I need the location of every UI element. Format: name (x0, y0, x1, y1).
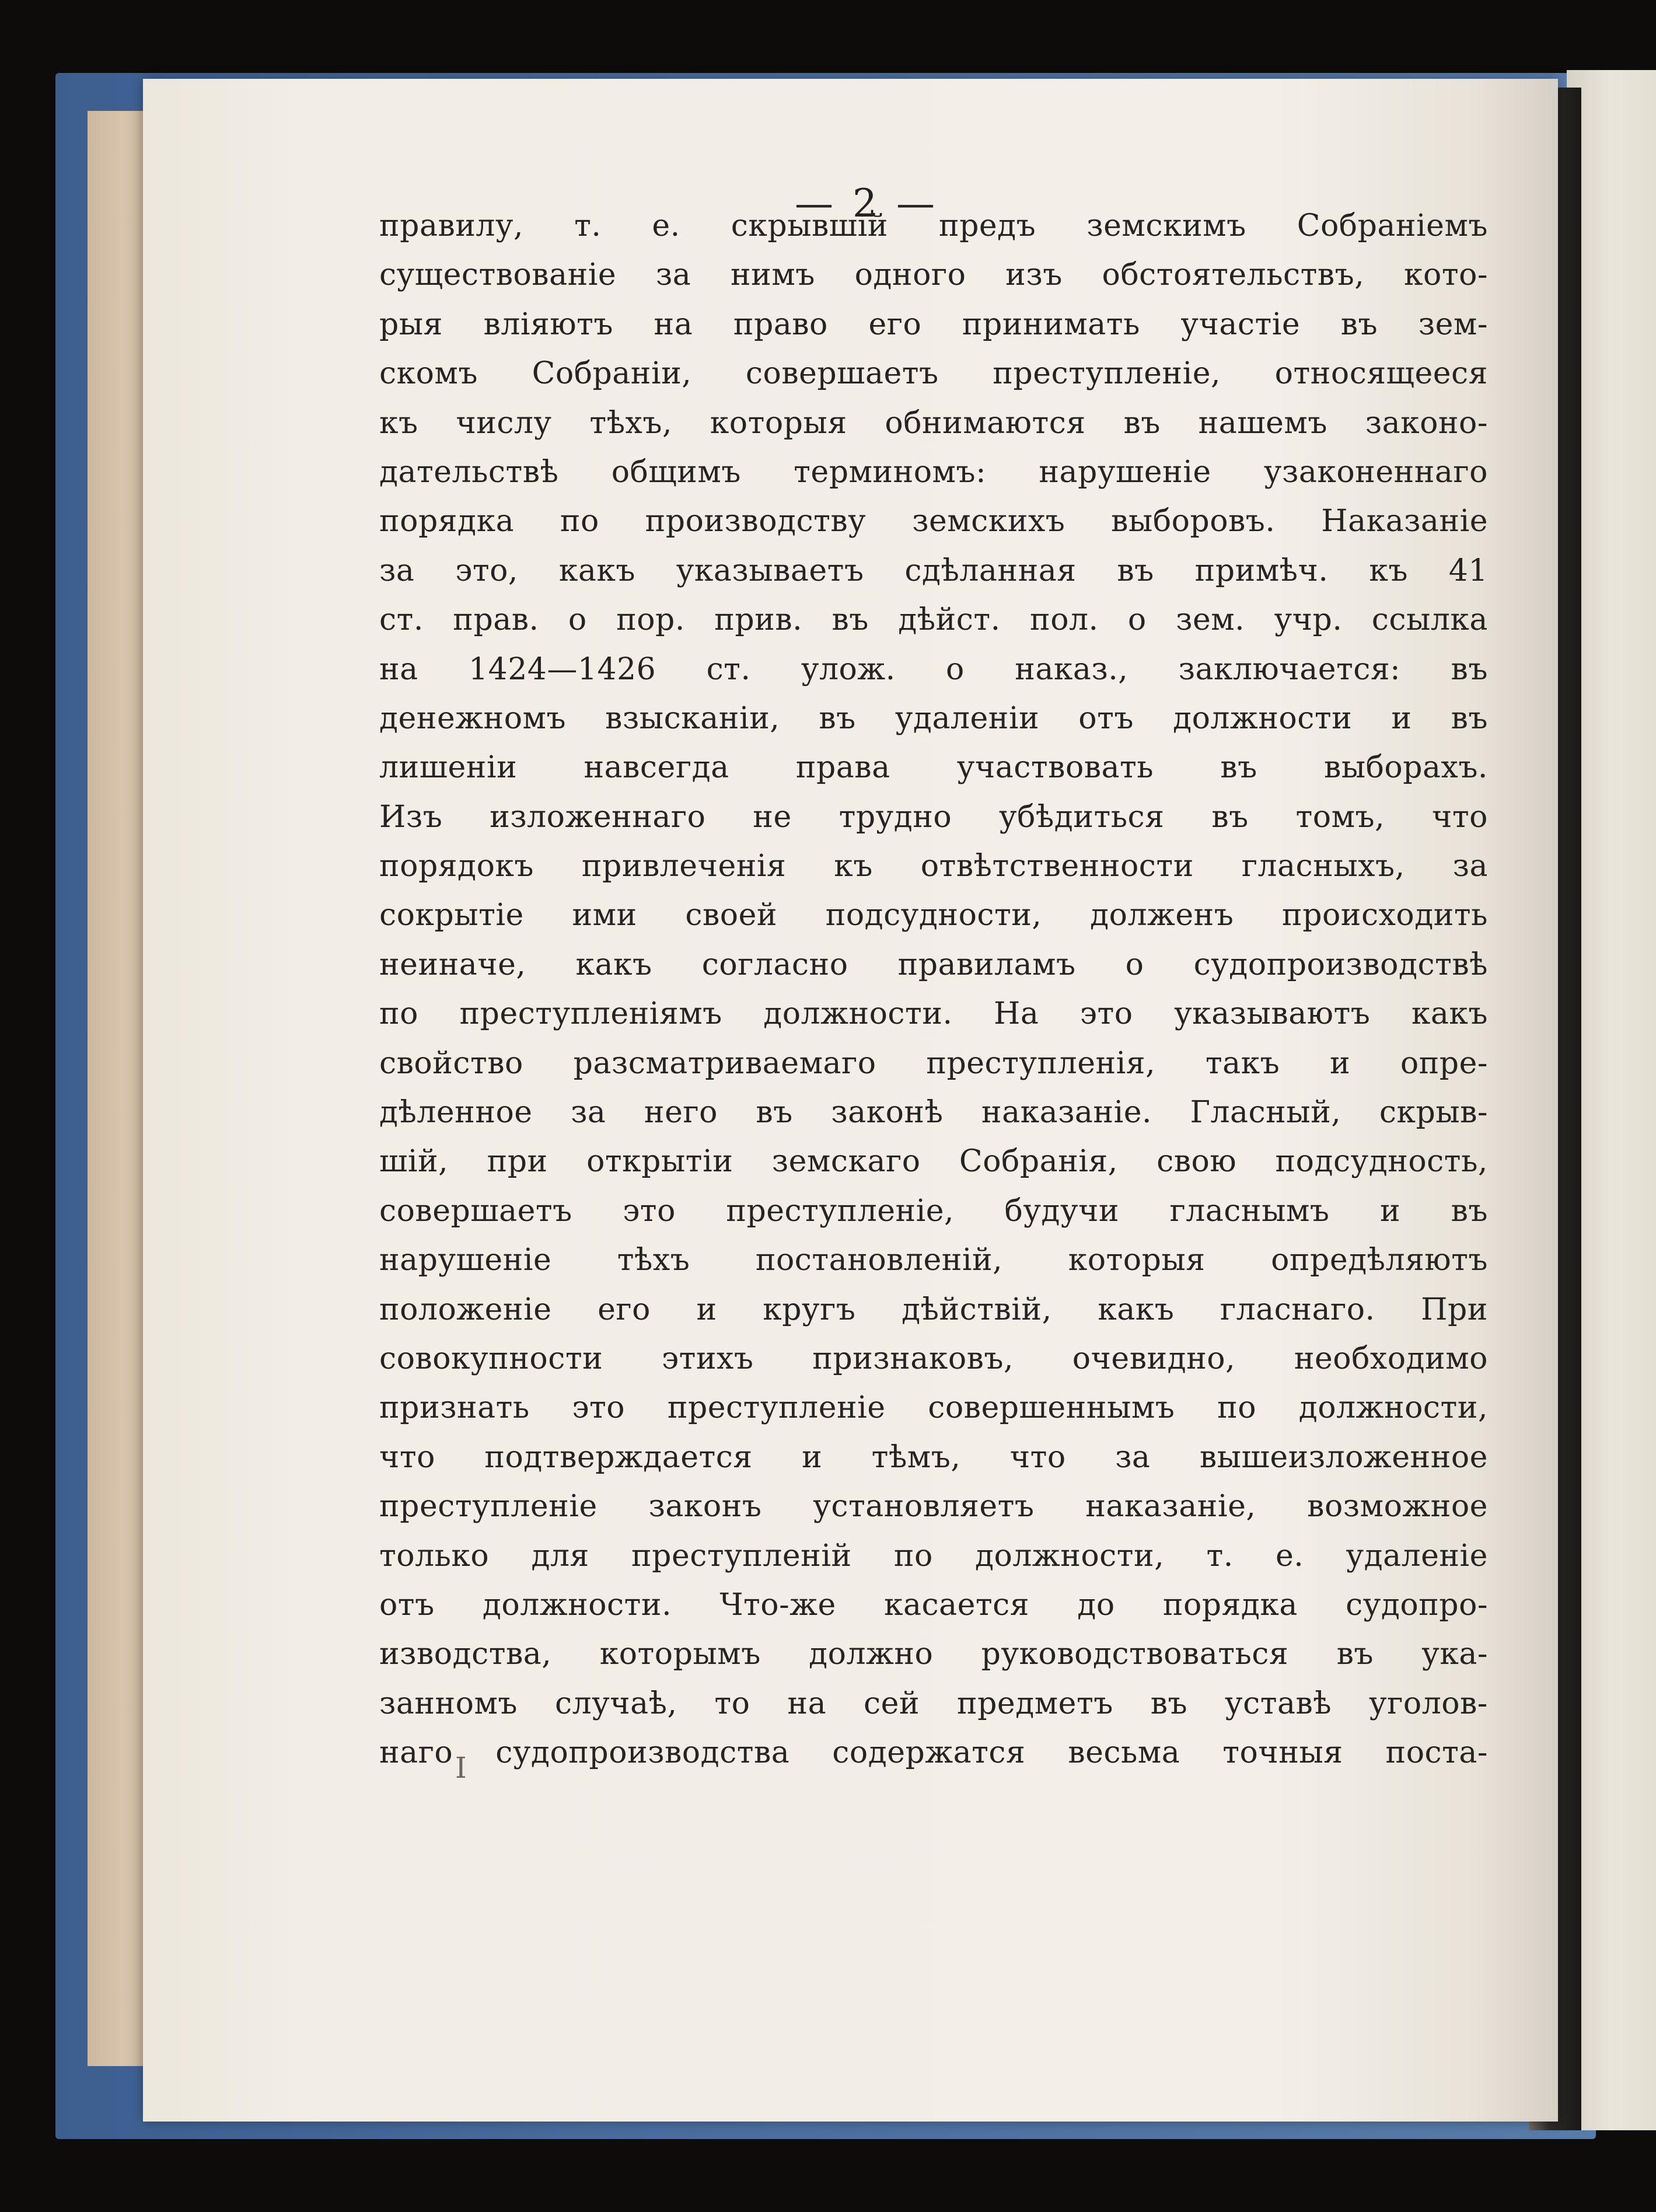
text-word: На (994, 996, 1039, 1032)
text-word: терминомъ: (794, 454, 987, 490)
text-word: примѣч. (1194, 553, 1329, 588)
text-word: долженъ (1090, 898, 1234, 933)
text-line (379, 940, 1488, 989)
text-word: выборахъ. (1323, 750, 1488, 786)
text-word: правиламъ (897, 947, 1076, 982)
text-word: о (946, 651, 965, 687)
text-word: кругъ (763, 1292, 856, 1327)
text-word: очевидно, (1072, 1341, 1236, 1376)
text-word: отъ (379, 1587, 435, 1623)
text-word: признаковъ, (812, 1341, 1014, 1376)
text-word: т. (574, 208, 602, 243)
text-word: которымъ (599, 1637, 761, 1672)
text-word: при (487, 1144, 548, 1180)
text-word: нимъ (731, 257, 815, 293)
text-line (379, 250, 1488, 299)
text-line (379, 842, 1488, 891)
text-word: право (733, 306, 828, 342)
text-line (379, 1728, 1488, 1777)
text-word: это (572, 1390, 626, 1426)
text-word: о (1127, 602, 1147, 638)
text-word: въ (1340, 306, 1378, 342)
text-word: навсегда (584, 750, 729, 786)
text-word: поста- (1385, 1735, 1488, 1771)
text-word: судопроизводствѣ (1193, 947, 1488, 982)
text-word: 41 (1448, 553, 1488, 588)
text-word: которыя (710, 405, 847, 441)
text-word: судопроизводства (495, 1735, 790, 1771)
cover-board-edge (88, 111, 146, 2066)
signature-mark: I (455, 1751, 467, 1785)
text-word: уголов- (1369, 1686, 1488, 1721)
text-word: преступленіямъ (459, 996, 722, 1032)
text-word: наказ., (1015, 651, 1129, 687)
text-word: руководствоваться (981, 1637, 1289, 1672)
text-word: должности, (975, 1538, 1165, 1573)
text-word: шій, (379, 1144, 449, 1180)
text-word: по (560, 504, 599, 539)
text-line (379, 1531, 1488, 1581)
text-line (379, 1137, 1488, 1186)
text-line (379, 1236, 1488, 1285)
text-word: относящееся (1274, 356, 1488, 392)
text-word: При (1421, 1292, 1488, 1327)
text-word: и (696, 1292, 717, 1327)
text-word: въ (756, 1095, 793, 1131)
text-word: законъ (648, 1489, 762, 1524)
text-word: за (1115, 1439, 1151, 1475)
text-line (379, 1088, 1488, 1137)
text-word: числу (456, 405, 552, 441)
body-text (379, 201, 1488, 1778)
text-word: совершаетъ (745, 356, 939, 392)
text-word: и (1379, 1193, 1401, 1229)
text-word: гласныхъ, (1241, 849, 1405, 884)
text-line (379, 1039, 1488, 1088)
text-word: за (379, 553, 415, 588)
text-word: согласно (701, 947, 848, 982)
text-word: его (598, 1292, 651, 1327)
text-word: скрывшій (731, 208, 888, 243)
text-word: и (1391, 700, 1412, 736)
text-word: неиначе, (379, 947, 526, 982)
text-word: въ (1123, 405, 1161, 441)
text-line (379, 891, 1488, 940)
text-word: должности, (1298, 1390, 1488, 1426)
text-word: принимать (962, 306, 1140, 342)
text-word: Собраніемъ (1297, 208, 1488, 243)
text-word: узаконеннаго (1263, 454, 1488, 490)
text-word: отвѣтственности (920, 849, 1194, 884)
text-word: на (654, 306, 693, 342)
page-number: — 2 — (795, 181, 938, 226)
text-word: дѣленное (379, 1095, 533, 1131)
text-word: порядка (379, 504, 515, 539)
text-word: въ (1117, 553, 1154, 588)
text-word: точныя (1222, 1735, 1343, 1771)
text-word: необходимо (1294, 1341, 1488, 1376)
text-word: положеніе (379, 1292, 552, 1327)
text-word: взысканіи, (605, 700, 780, 736)
text-word: постановленій, (755, 1243, 1003, 1278)
text-word: указываетъ (676, 553, 864, 588)
text-word: дательствѣ (379, 454, 559, 490)
text-line (379, 645, 1488, 694)
text-word: тѣхъ (617, 1243, 690, 1278)
text-word: въ (1336, 1637, 1374, 1672)
text-word: какъ (575, 947, 652, 982)
text-word: о (568, 602, 587, 638)
text-word: порядка (1162, 1587, 1298, 1623)
text-line (379, 1679, 1488, 1728)
text-word: и (802, 1439, 823, 1475)
text-word: преступленій (631, 1538, 852, 1573)
text-word: въ (1451, 1193, 1488, 1229)
text-word: учр. (1274, 602, 1343, 638)
text-word: что (1431, 799, 1488, 835)
text-word: скомъ (379, 356, 478, 392)
text-word: земскимъ (1086, 208, 1246, 243)
text-word: преступленіе (379, 1489, 598, 1524)
text-word: преступленіе, (993, 356, 1221, 392)
text-word: дѣйствій, (902, 1292, 1052, 1327)
text-word: за (1452, 849, 1488, 884)
text-word: наго (379, 1735, 453, 1771)
text-word: будучи (1004, 1193, 1120, 1229)
text-word: наказаніе. (981, 1095, 1152, 1131)
text-word: свойство (379, 1045, 523, 1081)
text-word: это, (455, 553, 518, 588)
text-word: гласнымъ (1169, 1193, 1330, 1229)
text-word: какъ (1098, 1292, 1175, 1327)
text-word: въ (1150, 1686, 1188, 1721)
text-word: разсматриваемаго (573, 1045, 876, 1081)
text-word: должности. (482, 1587, 672, 1623)
text-word: ст. (379, 602, 424, 638)
text-word: занномъ (379, 1686, 518, 1721)
text-line (379, 1630, 1488, 1679)
text-word: заключается: (1178, 651, 1401, 687)
text-word: этихъ (662, 1341, 754, 1376)
text-word: ими (572, 898, 637, 933)
text-word: по (893, 1538, 933, 1573)
text-word: о (1125, 947, 1144, 982)
text-word: пор. (616, 602, 685, 638)
text-word: къ (1369, 553, 1408, 588)
text-word: зем. (1176, 602, 1245, 638)
text-word: не (753, 799, 792, 835)
text-word: въ (1451, 651, 1488, 687)
text-word: которыя (1068, 1243, 1206, 1278)
text-word: свою (1157, 1144, 1237, 1180)
text-word: на (787, 1686, 827, 1721)
text-word: по (1217, 1390, 1257, 1426)
text-line (379, 1383, 1488, 1432)
text-word: сокрытіе (379, 898, 524, 933)
text-word: только (379, 1538, 490, 1573)
text-word: вліяютъ (483, 306, 613, 342)
text-word: касается (883, 1587, 1030, 1623)
text-word: удаленіи (895, 700, 1040, 736)
text-word: изложеннаго (490, 799, 706, 835)
text-word: обстоятельствъ, (1102, 257, 1365, 293)
text-word: Наказаніе (1321, 504, 1488, 539)
text-word: обнимаются (885, 405, 1086, 441)
text-word: удаленіе (1346, 1538, 1488, 1573)
text-word: Гласный, (1190, 1095, 1341, 1131)
text-word: случаѣ, (554, 1686, 677, 1721)
text-word: общимъ (611, 454, 741, 490)
text-word: подтверждается (484, 1439, 753, 1475)
text-word: преступленіе, (726, 1193, 955, 1229)
text-word: къ (379, 405, 418, 441)
text-word: какъ (1411, 996, 1488, 1032)
text-word: ука- (1421, 1637, 1488, 1672)
text-line (379, 448, 1488, 497)
text-word: какъ (558, 553, 635, 588)
text-word: 1424—1426 (469, 651, 656, 687)
text-word: убѣдиться (999, 799, 1165, 835)
text-word: томъ, (1295, 799, 1385, 835)
text-line (379, 989, 1488, 1038)
text-word: должности. (763, 996, 953, 1032)
text-word: порядокъ (379, 849, 534, 884)
text-word: до (1077, 1587, 1115, 1623)
text-word: предметъ (956, 1686, 1113, 1721)
text-word: него (644, 1095, 718, 1131)
text-word: денежномъ (379, 700, 567, 736)
text-word: сей (864, 1686, 920, 1721)
text-word: установляетъ (813, 1489, 1035, 1524)
text-word: уставѣ (1225, 1686, 1332, 1721)
text-word: производству (645, 504, 867, 539)
text-word: совершаетъ (379, 1193, 572, 1229)
text-word: для (531, 1538, 589, 1573)
text-word: на (379, 651, 418, 687)
text-word: въ (819, 700, 856, 736)
text-word: это (623, 1193, 676, 1229)
text-word: совершеннымъ (928, 1390, 1175, 1426)
text-word: содержатся (832, 1735, 1026, 1771)
text-word: совокупности (379, 1341, 603, 1376)
text-word: участіе (1180, 306, 1301, 342)
text-word: земскихъ (912, 504, 1065, 539)
text-word: сдѣланная (904, 553, 1077, 588)
text-line (379, 349, 1488, 398)
text-word: изъ (1005, 257, 1063, 293)
text-word: возможное (1307, 1489, 1488, 1524)
text-line (379, 1482, 1488, 1531)
text-word: должности (1173, 700, 1353, 736)
text-word: предъ (938, 208, 1036, 243)
text-word: земскаго (771, 1144, 921, 1180)
text-word: происходить (1282, 898, 1488, 933)
text-word: за (571, 1095, 606, 1131)
text-word: опредѣляютъ (1271, 1243, 1488, 1278)
text-word: зем- (1418, 306, 1488, 342)
text-word: по (379, 996, 418, 1032)
text-word: отъ (1078, 700, 1134, 736)
text-word: прив. (714, 602, 803, 638)
text-word: кото- (1404, 257, 1488, 293)
text-word: своей (685, 898, 778, 933)
text-word: Изъ (379, 799, 443, 835)
text-word: лишеніи (379, 750, 518, 786)
text-word: нарушеніе (379, 1243, 552, 1278)
text-word: законѣ (831, 1095, 944, 1131)
text-word: то (714, 1686, 750, 1721)
text-word: скрыв- (1379, 1095, 1488, 1131)
text-word: открытіи (586, 1144, 733, 1180)
text-word: тѣхъ, (589, 405, 672, 441)
text-line (379, 743, 1488, 792)
text-line (379, 595, 1488, 644)
text-word: нашемъ (1198, 405, 1327, 441)
text-word: существованіе (379, 257, 617, 293)
text-word: въ (832, 602, 869, 638)
text-word: признать (379, 1390, 530, 1426)
text-word: опре- (1400, 1045, 1488, 1081)
text-word: рыя (379, 306, 443, 342)
text-word: права (795, 750, 890, 786)
text-word: подсудность, (1275, 1144, 1488, 1180)
text-word: е. (1275, 1538, 1304, 1573)
text-word: судопро- (1346, 1587, 1488, 1623)
text-word: указываютъ (1174, 996, 1371, 1032)
text-word: Что-же (719, 1587, 836, 1623)
text-word: Собранія, (959, 1144, 1118, 1180)
text-word: нарушеніе (1039, 454, 1211, 490)
text-word: въ (1451, 700, 1488, 736)
text-line (379, 497, 1488, 546)
text-word: къ (834, 849, 873, 884)
text-word: прав. (453, 602, 539, 638)
text-word: наказаніе, (1085, 1489, 1256, 1524)
text-word: выборовъ. (1111, 504, 1276, 539)
text-word: подсудности, (825, 898, 1042, 933)
text-word: привлеченія (581, 849, 787, 884)
text-word: за (655, 257, 691, 293)
text-line (379, 793, 1488, 842)
text-word: въ (1211, 799, 1249, 835)
text-word: законо- (1365, 405, 1488, 441)
text-word: гласнаго. (1220, 1292, 1375, 1327)
text-word: и (1329, 1045, 1351, 1081)
text-word: изводства, (379, 1637, 552, 1672)
text-line (379, 1285, 1488, 1334)
text-word: должно (809, 1637, 934, 1672)
text-word: т. (1206, 1538, 1234, 1573)
text-word: пол. (1030, 602, 1099, 638)
text-word: трудно (839, 799, 952, 835)
text-line (379, 1334, 1488, 1383)
text-word: его (868, 306, 922, 342)
text-word: дѣйст. (898, 602, 1001, 638)
text-word: ст. (706, 651, 751, 687)
text-word: правилу, (379, 208, 524, 243)
text-word: весьма (1068, 1735, 1180, 1771)
text-line (379, 399, 1488, 448)
text-line (379, 1581, 1488, 1630)
text-line (379, 546, 1488, 595)
text-line (379, 694, 1488, 743)
text-word: Собраніи, (532, 356, 692, 392)
text-word: въ (1220, 750, 1257, 786)
text-word: это (1079, 996, 1133, 1032)
text-word: что (379, 1439, 435, 1475)
text-word: вышеизложенное (1199, 1439, 1488, 1475)
text-word: ссылка (1371, 602, 1488, 638)
text-word: одного (854, 257, 966, 293)
text-word: е. (652, 208, 680, 243)
text-word: что (1009, 1439, 1066, 1475)
text-word: тѣмъ, (871, 1439, 961, 1475)
text-word: преступленія, (926, 1045, 1156, 1081)
text-word: такъ (1205, 1045, 1280, 1081)
text-line (379, 201, 1488, 250)
text-line (379, 300, 1488, 349)
text-word: участвовать (956, 750, 1154, 786)
text-line (379, 1433, 1488, 1482)
text-word: преступленіе (667, 1390, 886, 1426)
text-line (379, 1187, 1488, 1236)
text-word: улож. (801, 651, 896, 687)
